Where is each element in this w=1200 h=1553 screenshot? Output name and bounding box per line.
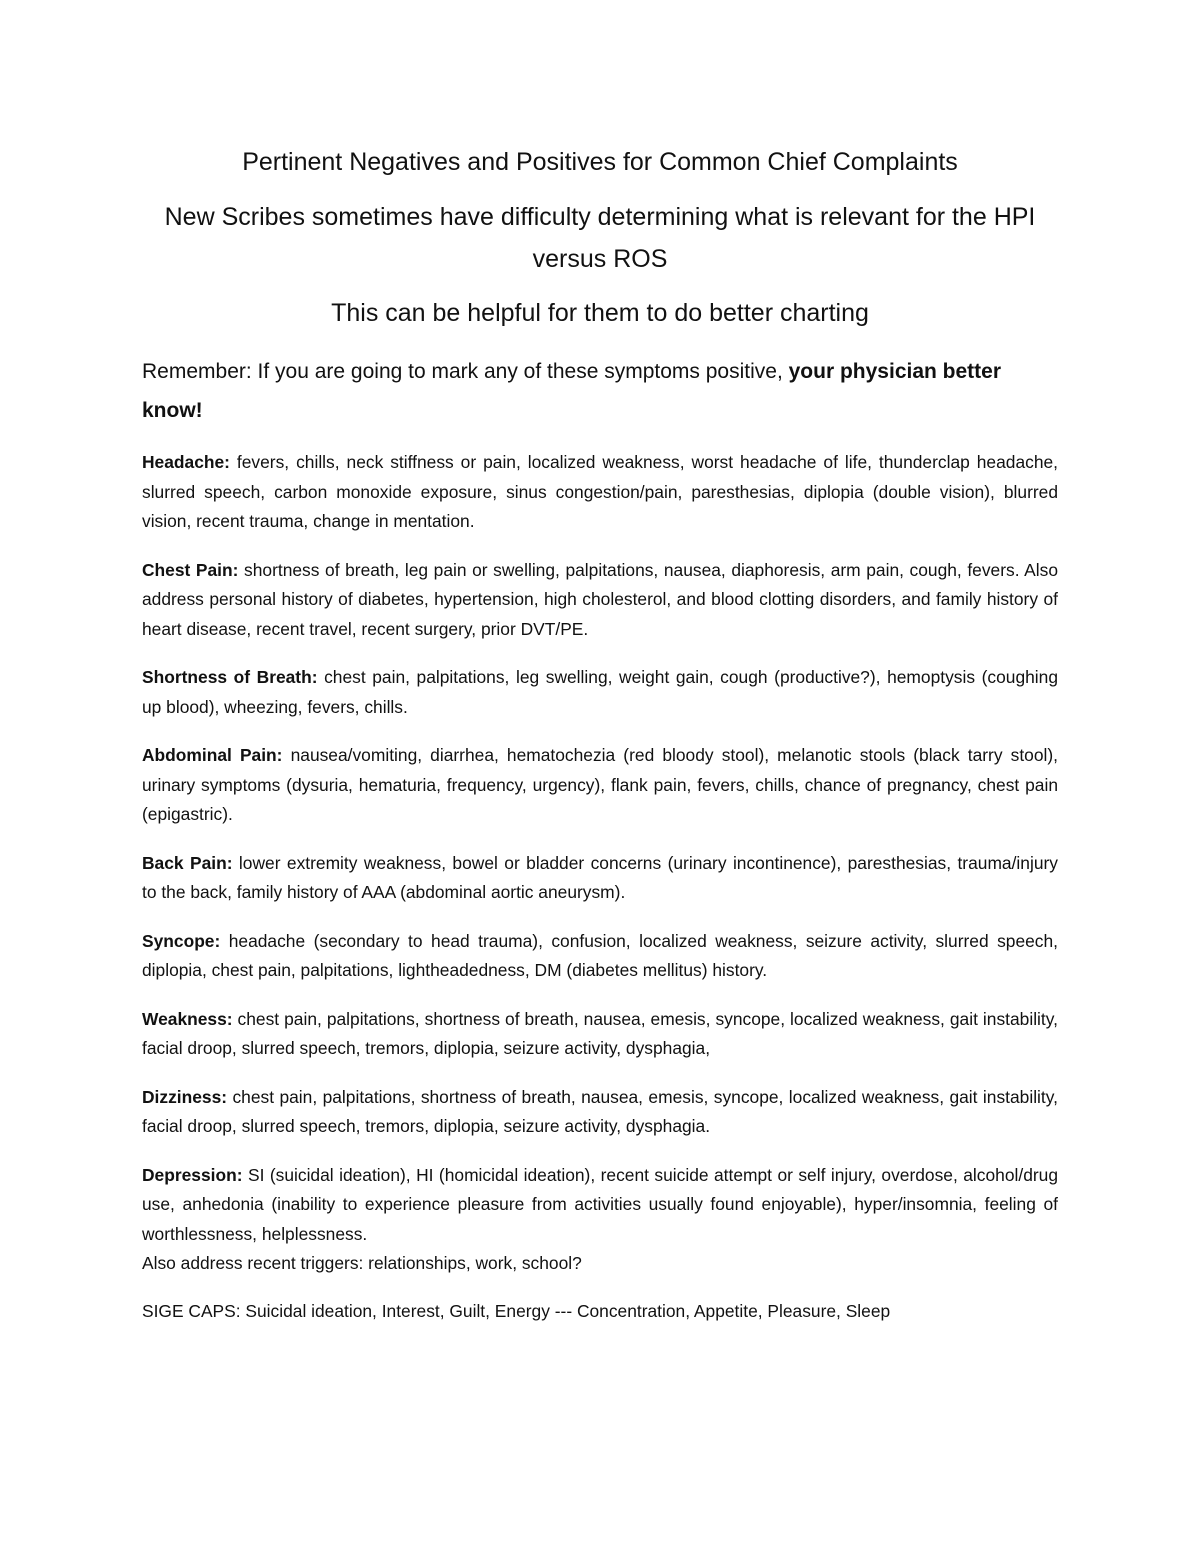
section-chest-pain xyxy=(142,556,1058,645)
section-label: Shortness of Breath: xyxy=(142,667,318,687)
section-text: chest pain, palpitations, shortness of breath, nausea, emesis, syncope, localized weakness, gait instability, facial droop, slurred speech, tremors, diplopia, seizure activity, dysphagia, xyxy=(142,1008,1058,1058)
section-text: shortness of breath, leg pain or swelling, palpitations, nausea, diaphoresis, arm pain, cough, fevers. Also address personal history of diabetes, hypertension, high cholesterol, and blood clotting disorders, and family history of heart disease, recent travel, recent surgery, prior DVT/PE. xyxy=(142,559,1058,639)
page-subtitle-2: This can be helpful for them to do better charting xyxy=(331,299,869,327)
section-back-pain xyxy=(142,849,1058,908)
section-text: lower extremity weakness, bowel or bladder concerns (urinary incontinence), paresthesias, trauma/injury to the back, family history of AAA (abdominal aortic aneurysm). xyxy=(142,852,1058,902)
section-label: Back Pain: xyxy=(142,852,233,873)
remember-text: If you are going to mark any of these symptoms positive, xyxy=(251,360,789,383)
section-label: Abdominal Pain: xyxy=(142,745,283,765)
section-label: Dizziness: xyxy=(142,1086,228,1107)
section-text: fevers, chills, neck stiffness or pain, localized weakness, worst headache of life, thunderclap headache, slurred speech, carbon monoxide exposure, sinus congestion/pain, paresthesias, diplopia (double vision), blurred vision, recent trauma, change in mentation. xyxy=(142,452,1058,531)
section-text: headache (secondary to head trauma), confusion, localized weakness, seizure activity, slurred speech, diplopia, chest pain, palpitations, lightheadedness, DM (diabetes mellitus) history. xyxy=(142,930,1058,980)
section-label: Syncope: xyxy=(142,930,221,951)
page-title: Pertinent Negatives and Positives for Common Chief Complaints xyxy=(242,148,958,176)
section-shortness-of-breath xyxy=(142,663,1058,722)
section-text: SI (suicidal ideation), HI (homicidal ideation), recent suicide attempt or self injury, overdose, alcohol/drug use, anhedonia (inability to experience pleasure from activities usually found enjoyable), hyper/insomnia, feeling of worthlessness, helplessness. xyxy=(142,1164,1058,1244)
section-label: Weakness: xyxy=(142,1008,233,1029)
section-abdominal-pain xyxy=(142,741,1058,830)
sige-caps-mnemonic: SIGE CAPS: Suicidal ideation, Interest, Guilt, Energy --- Concentration, Appetite, Pleasure, Sleep xyxy=(142,1300,891,1321)
section-weakness xyxy=(142,1005,1058,1064)
section-syncope xyxy=(142,927,1058,986)
section-text: chest pain, palpitations, leg swelling, weight gain, cough (productive?), hemoptysis (coughing up blood), wheezing, fevers, chills. xyxy=(142,667,1058,717)
remember-note xyxy=(142,352,1058,430)
remember-emphasis: your physician better know! xyxy=(142,360,1002,422)
section-text: nausea/vomiting, diarrhea, hematochezia (red bloody stool), melanotic stools (black tarry stool), urinary symptoms (dysuria, hematuria, frequency, urgency), flank pain, fevers, chills, chance of pregnancy, chest pain (epigastric). xyxy=(142,745,1058,824)
section-headache xyxy=(142,448,1058,537)
section-label: Depression: xyxy=(142,1164,243,1185)
section-text: chest pain, palpitations, shortness of breath, nausea, emesis, syncope, localized weakness, gait instability, facial droop, slurred speech, tremors, diplopia, seizure activity, dysphagia. xyxy=(142,1086,1058,1136)
section-extra-text: Also address recent triggers: relationships, work, school? xyxy=(142,1253,582,1273)
remember-label: Remember: xyxy=(142,360,252,383)
section-label: Chest Pain: xyxy=(142,559,239,580)
section-depression xyxy=(142,1161,1058,1279)
page-subtitle: New Scribes sometimes have difficulty determining what is relevant for the HPI versus ROS xyxy=(164,203,1036,273)
document-page xyxy=(142,140,1058,1326)
section-label: Headache: xyxy=(142,452,230,472)
section-dizziness xyxy=(142,1083,1058,1142)
